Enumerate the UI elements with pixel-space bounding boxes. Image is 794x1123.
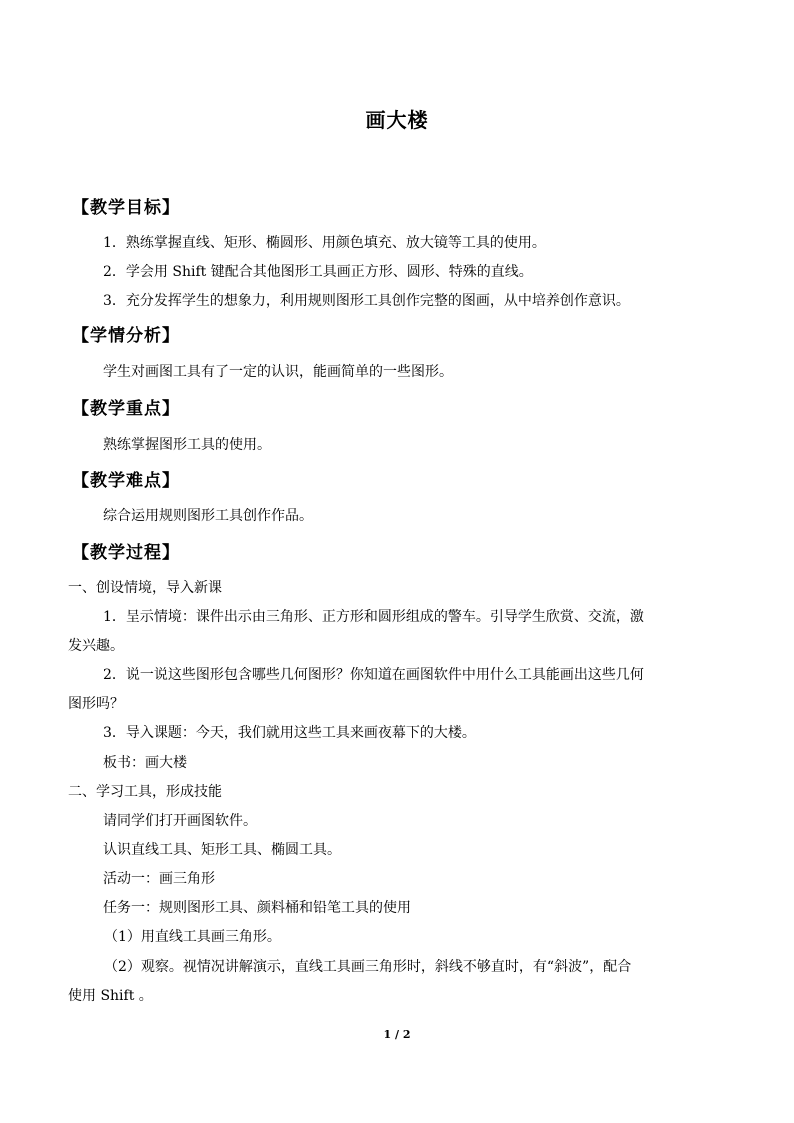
heading-teaching-goals: 【教学目标】 (72, 198, 180, 218)
process-p2-line2: 图形吗？ (68, 696, 124, 712)
process-activity1: 活动一：画三角形 (103, 871, 215, 887)
heading-learner-analysis: 【学情分析】 (72, 326, 180, 346)
heading-teaching-process: 【教学过程】 (72, 543, 180, 563)
process-part2-title: 二、学习工具，形成技能 (68, 784, 222, 800)
process-board: 板书：画大楼 (103, 755, 187, 771)
process-line-open: 请同学们打开画图软件。 (103, 813, 257, 829)
heading-difficulties: 【教学难点】 (72, 471, 180, 491)
process-step2-line2: 使用 Shift 。 (68, 988, 153, 1004)
process-line-know: 认识直线工具、矩形工具、椭圆工具。 (103, 842, 341, 858)
process-step2-line1: （2）观察。视情况讲解演示，直线工具画三角形时，斜线不够直时，有“斜波”，配合 (104, 959, 632, 975)
difficulties-text: 综合运用规则图形工具创作作品。 (103, 508, 313, 524)
page-number: 1 / 2 (383, 1028, 411, 1041)
process-p1-line1: 1．呈示情境：课件出示由三角形、正方形和圆形组成的警车。引导学生欣赏、交流，激 (103, 609, 644, 625)
process-part1-title: 一、创设情境，导入新课 (68, 580, 222, 596)
analysis-text: 学生对画图工具有了一定的认识，能画简单的一些图形。 (103, 364, 453, 380)
process-p2-line1: 2．说一说这些图形包含哪些几何图形？你知道在画图软件中用什么工具能画出这些几何 (103, 667, 644, 683)
key-points-text: 熟练掌握图形工具的使用。 (103, 437, 271, 453)
process-task1: 任务一：规则图形工具、颜料桶和铅笔工具的使用 (103, 900, 411, 916)
process-step1: （1）用直线工具画三角形。 (104, 929, 281, 945)
goal-item-1: 1．熟练掌握直线、矩形、椭圆形、用颜色填充、放大镜等工具的使用。 (103, 235, 546, 251)
heading-key-points: 【教学重点】 (72, 399, 180, 419)
process-p1-line2: 发兴趣。 (68, 638, 124, 654)
goal-item-2: 2．学会用 Shift 键配合其他图形工具画正方形、圆形、特殊的直线。 (103, 264, 533, 280)
process-p3: 3．导入课题：今天，我们就用这些工具来画夜幕下的大楼。 (103, 725, 476, 741)
document-title: 画大楼 (365, 108, 429, 132)
goal-item-3: 3．充分发挥学生的想象力，利用规则图形工具创作完整的图画，从中培养创作意识。 (103, 293, 630, 309)
